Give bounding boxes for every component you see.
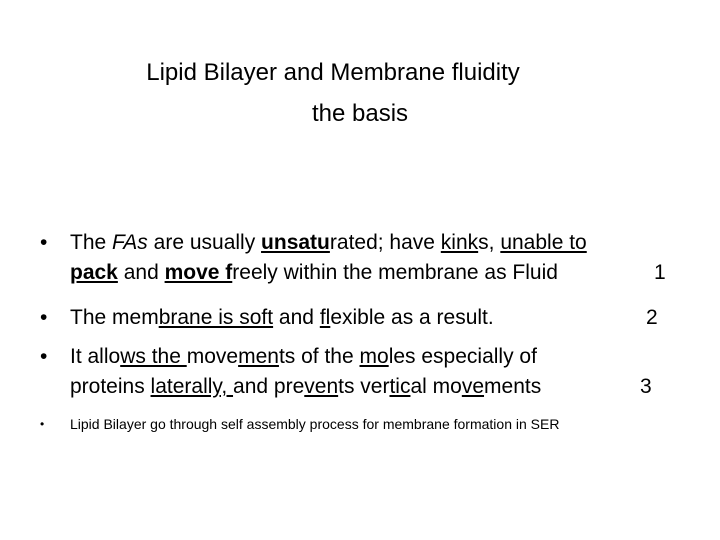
bullet-dot: • xyxy=(40,345,48,368)
bullet-dot: • xyxy=(40,417,45,431)
slide-title-line2: the basis xyxy=(311,100,409,127)
slide-title-line1: Lipid Bilayer and Membrane fluidity xyxy=(146,59,520,86)
bullet-3-line-1: It allows the movements of the moles especially of xyxy=(70,345,537,368)
bullet-1-line-1: The FAs are usually unsaturated; have kinks, unable to xyxy=(70,231,587,254)
bullet-1-line-2: pack and move freely within the membrane as Fluid xyxy=(70,261,558,284)
bullet-3-number: 3 xyxy=(640,375,652,398)
bullet-3-line-2: proteins laterally, and prevents vertical movements xyxy=(70,375,542,398)
bullet-item-3 xyxy=(40,342,680,402)
bullet-1-number: 1 xyxy=(654,261,666,284)
bullet-item-2 xyxy=(40,303,680,333)
bullet-4-text: Lipid Bilayer go through self assembly process for membrane formation in SER xyxy=(70,416,560,432)
bullet-dot: • xyxy=(40,306,48,329)
bullet-2-number: 2 xyxy=(646,306,658,329)
bullet-item-4 xyxy=(40,414,680,434)
bullet-2-line-1: The membrane is soft and flexible as a result. xyxy=(70,306,494,329)
bullet-dot: • xyxy=(40,231,48,254)
bullet-item-1 xyxy=(40,228,680,288)
